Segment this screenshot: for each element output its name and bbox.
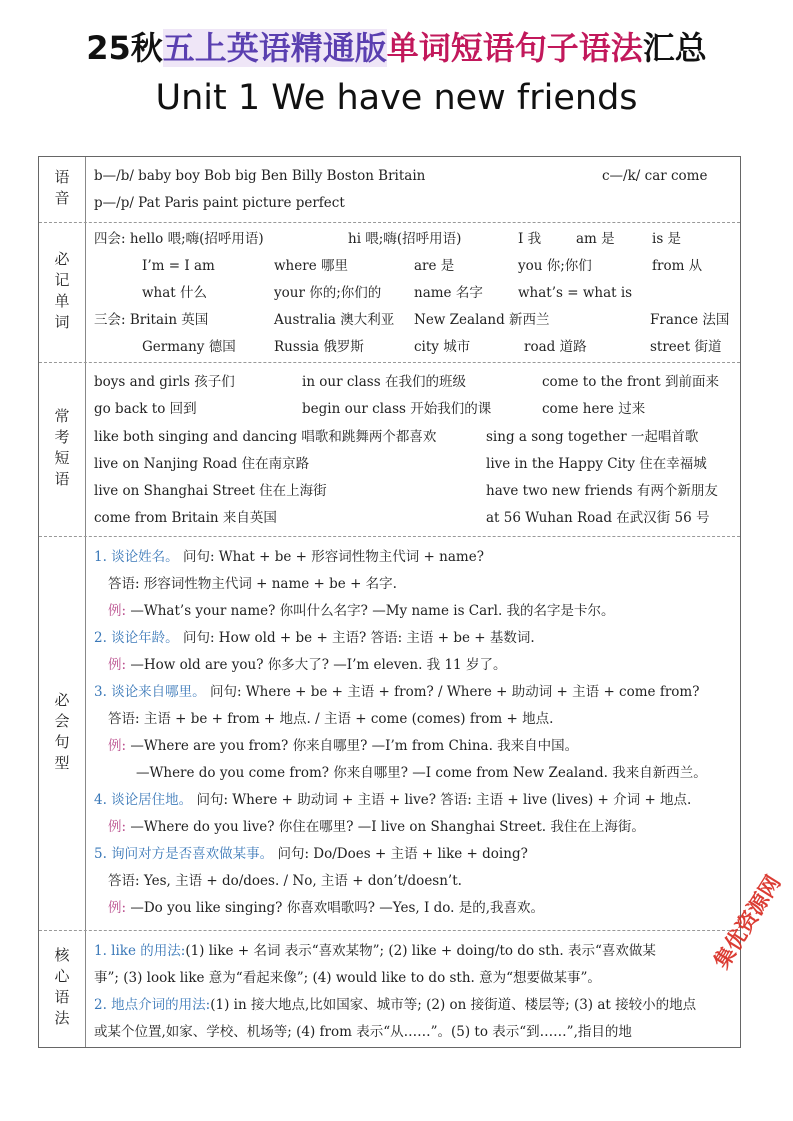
sentence-line: 2. 谈论年龄。 问句: How old + be + 主语? 答语: 主语 + be + 基数词. bbox=[94, 630, 535, 646]
watermark: 集优资源网 bbox=[709, 871, 786, 973]
grammar-line: 事”; (3) look like 意为“看起来像”; (4) would like to do sth. 意为“想要做某事”。 bbox=[94, 970, 601, 986]
phrase-item: like both singing and dancing 唱歌和跳舞两个都喜欢 bbox=[94, 429, 437, 445]
word-item: I 我 bbox=[518, 231, 542, 247]
word-item: what 什么 bbox=[142, 285, 208, 301]
word-item: is 是 bbox=[652, 231, 682, 247]
section-label: 语音 bbox=[52, 168, 71, 211]
phrase-item: live on Shanghai Street 住在上海街 bbox=[94, 483, 327, 499]
section-words bbox=[39, 223, 740, 363]
sentence-line: 答语: 主语 + be + from + 地点. / 主语 + come (comes) from + 地点. bbox=[108, 711, 554, 727]
word-item: street 街道 bbox=[650, 339, 722, 355]
sentence-line: 1. 谈论姓名。 问句: What + be + 形容词性物主代词 + name? bbox=[94, 549, 484, 565]
word-item: 四会: hello 喂;嗨(招呼用语) bbox=[94, 231, 264, 247]
example-line: 例: —Where do you live? 你住在哪里? —I live on Shanghai Street. 我住在上海街。 bbox=[108, 819, 645, 835]
phrase-item: come to the front 到前面来 bbox=[542, 374, 720, 390]
section-sentences bbox=[39, 537, 740, 931]
phrase-item: have two new friends 有两个新朋友 bbox=[486, 483, 718, 499]
phrase-item: in our class 在我们的班级 bbox=[302, 374, 466, 390]
word-item: name 名字 bbox=[414, 285, 483, 301]
word-item: your 你的;你们的 bbox=[274, 285, 382, 301]
section-label: 核心语法 bbox=[52, 947, 71, 1031]
phrase-item: come here 过来 bbox=[542, 401, 646, 417]
example-line: 例: —What’s your name? 你叫什么名字? —My name is Carl. 我的名字是卡尔。 bbox=[108, 603, 615, 619]
unit-title: Unit 1 We have new friends bbox=[155, 78, 638, 118]
word-item: city 城市 bbox=[414, 339, 471, 355]
grammar-line: 2. 地点介词的用法:(1) in 接大地点,比如国家、城市等; (2) on 接街道、楼层等; (3) at 接较小的地点 bbox=[94, 997, 697, 1013]
phrase-item: boys and girls 孩子们 bbox=[94, 374, 235, 390]
section-phrases bbox=[39, 363, 740, 537]
sentence-line: 3. 谈论来自哪里。 问句: Where + be + 主语 + from? / Where + 助动词 + 主语 + come from? bbox=[94, 684, 700, 700]
word-item: you 你;你们 bbox=[518, 258, 592, 274]
section-label: 常考短语 bbox=[52, 407, 71, 492]
word-item: France 法国 bbox=[650, 312, 730, 328]
phrase-item: come from Britain 来自英国 bbox=[94, 510, 277, 526]
sentence-line: 5. 询问对方是否喜欢做某事。 问句: Do/Does + 主语 + like + doing? bbox=[94, 846, 528, 862]
sentence-line: 答语: Yes, 主语 + do/does. / No, 主语 + don’t/doesn’t. bbox=[108, 873, 462, 889]
phonics-line: p—/p/ Pat Paris paint picture perfect bbox=[94, 195, 345, 211]
phrase-item: sing a song together 一起唱首歌 bbox=[486, 429, 699, 445]
word-item: are 是 bbox=[414, 258, 455, 274]
phonics-line: c—/k/ car come bbox=[602, 168, 708, 184]
example-line: 例: —Where are you from? 你来自哪里? —I’m from China. 我来自中国。 bbox=[108, 738, 579, 754]
phrase-item: at 56 Wuhan Road 在武汉街 56 号 bbox=[486, 510, 710, 526]
word-item: hi 喂;嗨(招呼用语) bbox=[348, 231, 462, 247]
section-label: 必记单词 bbox=[52, 250, 71, 335]
word-item: where 哪里 bbox=[274, 258, 348, 274]
sentence-line: 4. 谈论居住地。 问句: Where + 助动词 + 主语 + live? 答语: 主语 + live (lives) + 介词 + 地点. bbox=[94, 792, 692, 808]
phonics-line: b—/b/ baby boy Bob big Ben Billy Boston Britain bbox=[94, 168, 426, 184]
summary-table bbox=[38, 156, 741, 1048]
word-item: what’s = what is bbox=[518, 285, 633, 301]
sentence-line: 答语: 形容词性物主代词 + name + be + 名字. bbox=[108, 576, 397, 592]
example-line: —Where do you come from? 你来自哪里? —I come from New Zealand. 我来自新西兰。 bbox=[136, 765, 707, 781]
example-line: 例: —How old are you? 你多大了? —I’m eleven. 我 11 岁了。 bbox=[108, 657, 507, 673]
section-phonics bbox=[39, 157, 740, 223]
example-line: 例: —Do you like singing? 你喜欢唱歌吗? —Yes, I do. 是的,我喜欢。 bbox=[108, 900, 545, 916]
word-item: New Zealand 新西兰 bbox=[414, 312, 550, 328]
word-item: 三会: Britain 英国 bbox=[94, 312, 209, 328]
grammar-line: 或某个位置,如家、学校、机场等; (4) from 表示“从……”。(5) to 表示“到……”,指目的地 bbox=[94, 1024, 632, 1040]
phrase-item: go back to 回到 bbox=[94, 401, 197, 417]
phrase-item: live on Nanjing Road 住在南京路 bbox=[94, 456, 310, 472]
word-item: Australia 澳大利亚 bbox=[274, 312, 395, 328]
section-grammar bbox=[39, 931, 740, 1047]
section-label: 必会句型 bbox=[52, 691, 71, 776]
phrase-item: begin our class 开始我们的课 bbox=[302, 401, 492, 417]
phrase-item: live in the Happy City 住在幸福城 bbox=[486, 456, 707, 472]
grammar-line: 1. like 的用法:(1) like + 名词 表示“喜欢某物”; (2) like + doing/to do sth. 表示“喜欢做某 bbox=[94, 943, 656, 959]
word-item: from 从 bbox=[652, 258, 703, 274]
word-item: Germany 德国 bbox=[142, 339, 236, 355]
word-item: Russia 俄罗斯 bbox=[274, 339, 364, 355]
word-item: road 道路 bbox=[524, 339, 587, 355]
word-item: am 是 bbox=[576, 231, 615, 247]
page-title: 25秋五上英语精通版单词短语句子语法汇总 bbox=[86, 29, 707, 67]
word-item: I’m = I am bbox=[142, 258, 215, 274]
